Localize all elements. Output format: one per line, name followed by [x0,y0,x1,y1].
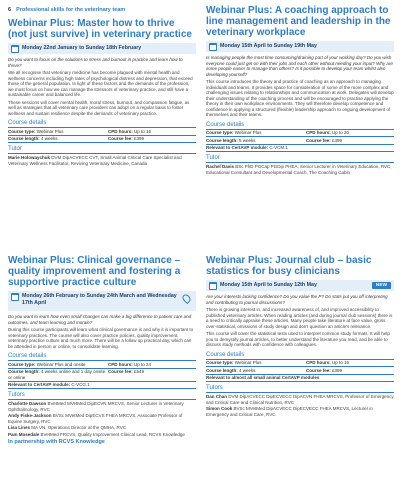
course-title: Webinar Plus: Master how to thrive (not just survive) in veterinary practice [8,18,192,40]
page-number: 6 [8,7,12,13]
course-fee: £399 [134,136,145,141]
course-title: Webinar Plus: Clinical governance – quality improvement and fostering a supportive practice culture [8,255,181,288]
course-date: Monday 26th February to Sunday 24th March and Wednesday 17th April [22,293,177,306]
course-date: Monday 15th April to Sunday 19th May [220,43,317,50]
course-type: Webinar Plus [36,128,64,134]
course-length: 4 weeks online and 1 day onsite or online [8,369,106,380]
course-length: 4 weeks [239,367,256,373]
course-date: Monday 22nd January to Sunday 18th February [22,45,142,52]
calendar-icon [209,282,217,290]
course-details: Course type: Webinar Plus CPD hours: Up to 20 Course length: 5 weeks Course fee: £499 [206,130,394,145]
course-card-journal-club [206,255,394,417]
course-card-thrive [8,18,196,166]
tutor-entry: Marie Holowaychuk DVM DipACVECC CVT, Small Animal Critical Care Specialist and Veterinary Wellness Facilitator, Reviving Veterinary Medicine, Canada [8,155,182,166]
course-fee: £549 [134,369,145,374]
cpd-hours: Up to 16 [134,128,152,134]
course-fee: £399 [332,367,343,373]
course-date-bar [8,43,196,54]
calendar-icon [11,45,19,53]
location-pin-icon [181,293,192,304]
course-body: There is growing interest in, and increased awareness of, and improved accessibility to published veterinary articles. When reading articles (and during journal club sessions) there is a need to critically appraise these articles. Many people take literature at face value, gross over-statistical, omissions of study design and don't question an article's relevance. [206,307,393,329]
course-body: This course will cover the statistical tests used to interpret common study formats. It will help you to demystify journal articles, to better understand the literature you read, and be able to discuss study methods with confidence with colleagues. [206,331,390,347]
tutor-entry: Dan Chan DVM DipACVECC DipECVECC DipACVN FHEA MRCVS, Professor of Emergency and Critical Care and Clinical Nutrition, RVC [206,394,394,405]
course-length: 5 weeks [239,137,256,143]
course-details-heading: Course details [8,120,47,126]
course-details-heading: Course details [206,351,245,358]
course-body: We all recognise that veterinary medicine has become plagued with mental health and wellness concerns including high rates of psychological distress and depression, that exceed those of the general population. In light of these factors and the demands of the profession, we must focus on how we can manage the stressors of veterinary practice, and still have a sustainable career and balanced life. [8,70,193,97]
tutor-entry: Andy Fiske-Jackson BVSc MVetMed DipECVS FHEA MRCVS, Associate Professor of Equine Surgery, RVC [8,413,183,424]
course-length: 4 weeks [41,136,58,141]
course-body: This course introduces the theory and practice of coaching as an approach to managing individuals and teams. It provides space for consideration of some of the more complex and challenging issues relating to relationships and communication at work. Delegates will develop their understanding of the coaching process and will be encouraged to practise applying the theory in their own workplace environments. They will therefore develop competence and confidence in applying a structured (flexible) leadership approach to ongoing development of themselves and their teams. [206,79,394,117]
calendar-icon [209,43,217,51]
page-header [8,5,125,15]
course-type: Webinar Plus [234,360,262,365]
course-title: Webinar Plus: Journal club – basic statistics for busy clinicians [206,255,372,277]
partnership-note: In partnership with RCVS Knowledge [8,439,105,445]
course-intro: Do you want to focus on the solutions to stress and burnout in practice and learn how to thrive? [8,57,183,68]
course-details-heading: Course details [8,353,47,359]
course-details: Course type: Webinar Plus CPD hours: Up to 16 Course length: 4 weeks Course fee: £399 [8,128,196,143]
cpd-hours: Up to 16 [332,360,350,365]
tutor-heading: Tutors [206,385,223,391]
course-details-heading: Course details [206,121,245,128]
tutor-entry: Simon Cook BVSc MVetMed DipACVECC DipECVECC FHEA MRCVS, Lecturer in Emergency and Critical Care, RVC [206,406,373,417]
cpd-hours: Up to 20 [332,130,350,135]
tutor-heading: Tutor [8,146,22,152]
course-date-bar [206,41,394,52]
course-date: Monday 15th April to Sunday 12th May [220,282,317,289]
course-details: Course type: Webinar Plus and onsite CPD hours: Up to 24 Course length: 4 weeks online and 1 day onsite or online Course fee: £549 [8,361,196,382]
course-title: Webinar Plus: A coaching approach to line management and leadership in the veterinary workplace [206,5,391,38]
course-fee: £499 [332,137,343,143]
new-badge: NEW [372,282,391,289]
section-title: Professional skills for the veterinary team [16,7,126,13]
tutor-entry: Charlotte Dawson BVetMed MVetMed DipECVN MRCVS, Senior Lecturer in Veterinary Ophthalmology, RVC [8,401,184,412]
course-intro: Do you want to learn how even small changes can make a big difference to patient care and outcomes, and team learning and morale? [8,314,192,325]
tutor-entry: Pam Mosedale BVetMed FRCVS, Quality Improvement Clinical Lead, RCVS Knowledge [8,431,185,437]
course-type: Webinar Plus [234,130,262,135]
calendar-icon [11,293,19,301]
tutor-entry: Rachel Davis BSc PhD PGCap PGDip PHEA, Senior Lecturer in Veterinary Education, RVC, Educational Consultant and Developmental Coach, The Coaching Cabin [206,164,392,175]
course-type: Webinar Plus and onsite [36,361,86,367]
course-body: These sessions will cover mental health, moral stress, burnout, and compassion fatigue, as well as strategies that all veterinary care providers can adopt on a regular basis to foster wellness and sustain resilience despite the demands of veterinary practice. [8,99,190,116]
course-details: Course type: Webinar Plus CPD hours: Up to 16 Course length: 4 weeks Course fee: £399 [206,360,394,375]
course-body: During this course participants will learn what clinical governance is and why it is important to veterinary practices. The course will also cover practice policies, quality improvement, veterinary practice culture and much more. There will be a follow up practical day, which can be attended in person or online, to consolidate learning. [8,327,194,349]
course-intro: Are your interests lacking confidence? Do you value the P? Do stats put you off interpreting and contributing to journal discussions? [206,294,388,305]
cpd-hours: Up to 24 [134,361,152,367]
certavp-module: C-VCM.1 [269,145,288,150]
tutor-heading: Tutor [206,155,220,161]
course-intro: Is managing people the most time consuming/draining part of your working day? Do you wish everyone could just get on with their jobs and each other without needing your input? Why are some people easier to manage than others? Is it possible to develop your team whilst also developing yourself? [206,55,393,77]
certavp-relevance: Relevant to almost all small animal CertAVP modules [206,375,320,380]
course-date-bar [8,291,196,311]
tutor-heading: Tutors [8,392,25,398]
tutor-entry: Lisa Lines MA VN, Operations Director at the QMHA, RVC [8,425,126,430]
course-date-bar [206,280,394,291]
course-card-coaching: Webinar Plus: A coaching approach to line management and leadership in the veterinary workplace Monday 15th April to Sunday 19th May Is managing people the most time consuming/draining part of your working day? Do you wish everyone could just get on with their jobs and each other without needing your input? Why are some people easier to manage than others? Is it possible to develop your team whilst also developing yourself? This course introduces the theory and practice of coaching as an approach to managing individuals and teams. It provides space for consideration of some of the more complex and challenging issues relating to relationships and communication at work. Delegates will develop their understanding of the coaching process and will be encouraged to practise applying the theory in their own workplace environments. They will therefore develop competence and confidence in applying a structured (flexible) leadership approach to ongoing development of themselves and their teams. Course details Course type: Webinar Plus CPD hours: Up to 20 Course length: 5 weeks Course fee: £499 Relevant to CertAVP module: C-VCM.1 Tutor Rachel Davis BSc PhD PGCap PGDip PHEA, Senior Lecturer in Veterinary Education, RVC, Educational Consultant and Developmental Coach, The Coaching Cabin [206,5,394,175]
certavp-module: C-VCG.1 [71,382,90,387]
course-card-clinical-governance: Webinar Plus: Clinical governance – quality improvement and fostering a supportive practice culture Monday 26th February to Sunday 24th March and Wednesday 17th April Do you want to learn how even small changes can make a big difference to patient care and outcomes, and team learning and morale? During this course participants will learn what clinical governance is and why it is important to veterinary practices. The course will also cover practice policies, quality improvement, veterinary practice culture and much more. There will be a follow up practical day, which can be attended in person or online, to consolidate learning. Course details Course type: Webinar Plus and onsite CPD hours: Up to 24 Course length: 4 weeks online and 1 day onsite or online Course fee: £549 Relevant to CertAVP module: C-VCG.1 Tutors Charlotte Dawson BVetMed MVetMed DipECVN MRCVS, Senior Lecturer in Veterinary Ophthalmology, RVC Andy Fiske-Jackson BVSc MVetMed DipECVS FHEA MRCVS, Associate Professor of Equine Surgery, RVC Lisa Lines MA VN, Operations Director at the QMHA, RVC Pam Mosedale BVetMed FRCVS, Quality Improvement Clinical Lead, RCVS Knowledge In partnership with RCVS Knowledge [8,255,196,445]
